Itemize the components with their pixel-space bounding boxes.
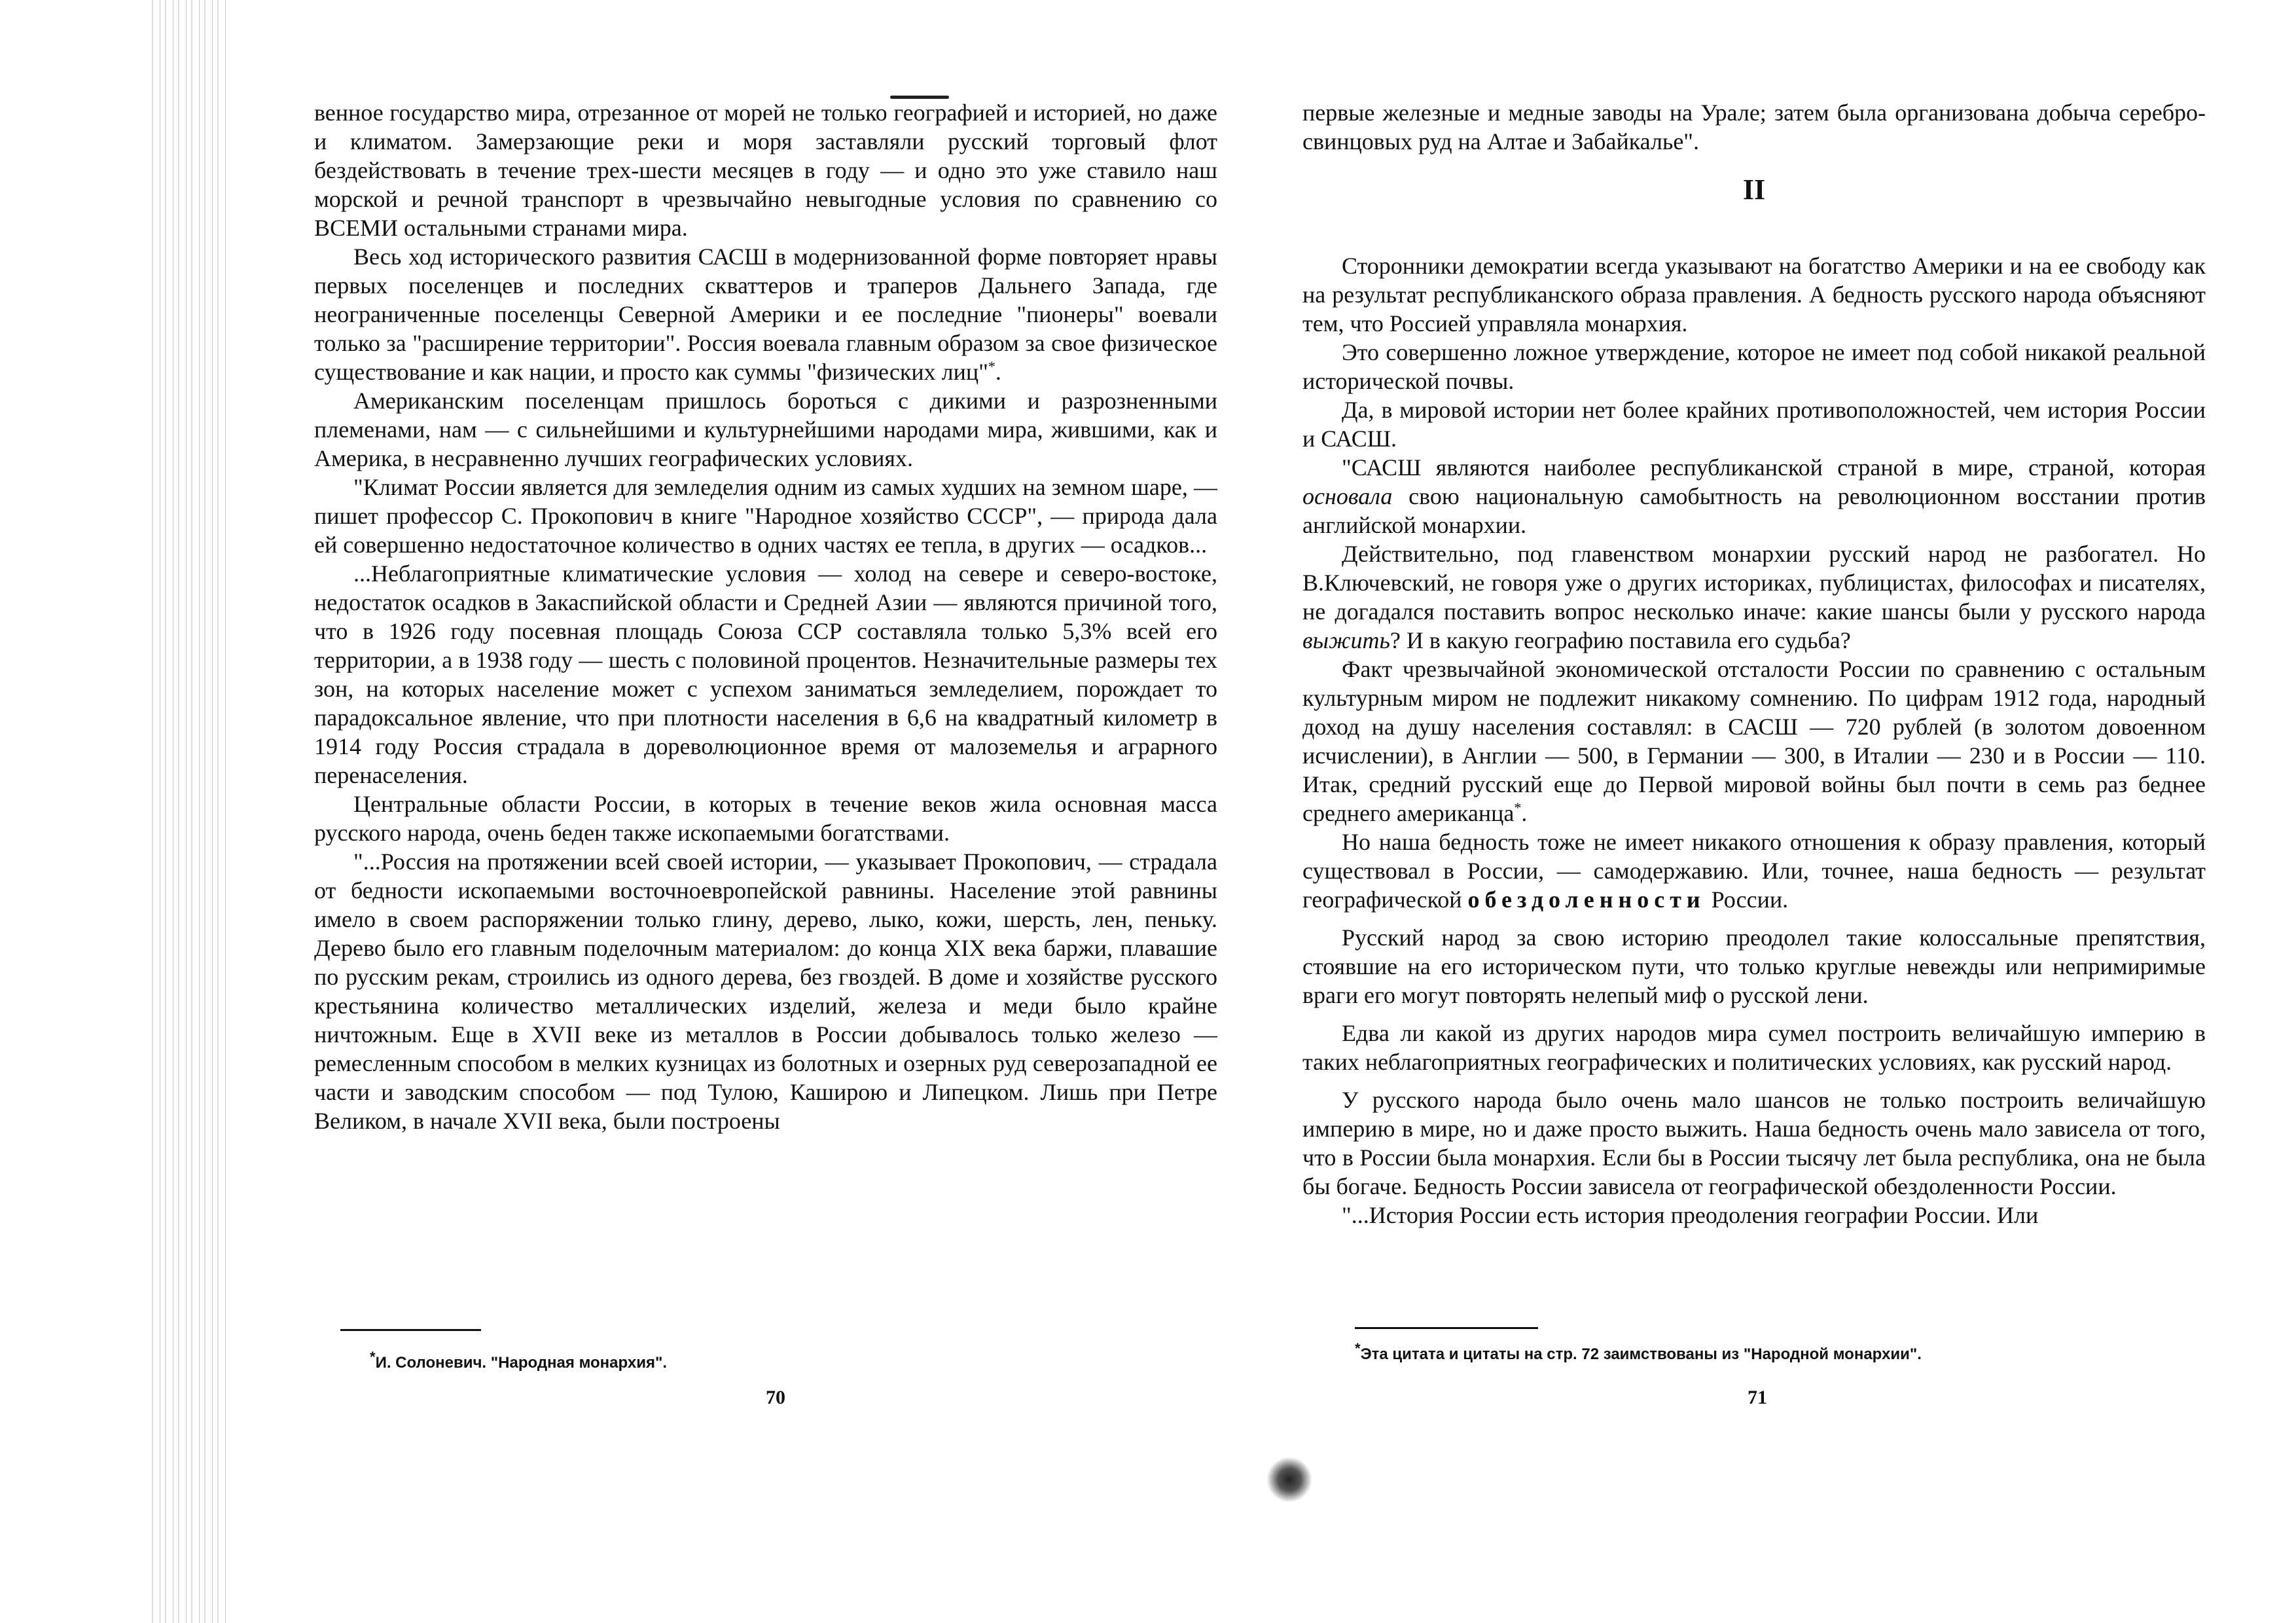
left-page-number: 70 [766, 1387, 785, 1408]
right-paragraph-2: Это совершенно ложное утверждение, которое не имеет под собой никакой реальной исторической почвы. [1302, 339, 2206, 394]
right-paragraph-7: Но наша бедность тоже не имеет никакого отношения к образу правления, который существовал в России, — самодержавию. Или, точнее, наша бедность — результат географической обездоленности России. [1302, 829, 2206, 913]
right-paragraph-3: Да, в мировой истории нет более крайних противоположностей, чем история России и САСШ. [1302, 397, 2206, 452]
spaced-word: обездоленности [1467, 886, 1706, 913]
scan-smudge [1266, 1457, 1312, 1503]
right-paragraph-6: Факт чрезвычайной экономической отсталости России по сравнению с остальным культурным миром не подлежит никакому сомнению. По цифрам 1912 года, народный доход на душу населения составлял: в САСШ — 720 рублей (в золотом довоенном исчислении), в Англии — 500, в Германии — 300, в Италии — 230 и в России — 110. Итак, средний русский еще до Первой мировой войны был почти в семь раз беднее среднего американца*. [1302, 656, 2206, 826]
emphasis-word: выжить [1302, 627, 1390, 653]
left-paragraph-6: Центральные области России, в которых в течение веков жила основная масса русского народа, очень беден также ископаемыми богатствами. [314, 791, 1217, 846]
left-page [314, 98, 1217, 1135]
left-paragraph-4: "Климат России является для земледелия одним из самых худших на земном шаре, — пишет профессор С. Прокопович в книге "Народное хозяйство СССР", — природа дала ей совершенно недостаточное количество в одних частях ее тепла, в других — осадков... [314, 474, 1217, 558]
left-paragraph-5: ...Неблагоприятные климатические условия — холод на севере и северо-востоке, недостаток осадков в Закаспийской области и Средней Азии — являются причиной того, что в 1926 году посевная площадь Союза ССР составляла только 5,3% всей его территории, а в 1938 году — шесть с половиной процентов. Незначительные размеры тех зон, на которых население может с успехом заниматься земледелием, порождает то парадоксальное явление, что при плотности населения в 6,6 на квадратный километр в 1914 году Россия страдала в дореволюционное время от малоземелья и аграрного перенаселения. [314, 560, 1217, 788]
right-paragraph-5: Действительно, под главенством монархии русский народ не разбогател. Но В.Ключевский, не говоря уже о других историках, публицистах, философах и писателях, не догадался поставить вопрос несколько иначе: какие шансы были у русского народа выжить? И в какую географию поставила его судьба? [1302, 541, 2206, 653]
right-page [1302, 98, 2206, 1230]
right-page-body [1302, 98, 2206, 1230]
right-paragraph-9: Едва ли какой из других народов мира сумел построить величайшую империю в таких неблагоприятных географических и политических условиях, как русский народ. [1302, 1020, 2206, 1075]
left-footnote [370, 1349, 668, 1372]
left-paragraph-1: венное государство мира, отрезанное от морей не только географией и историей, но даже и климатом. Замерзающие реки и моря заставляли русский торговый флот бездействовать в течение трех-шести месяцев в году — и одно это уже ставило наш морской и речной транспорт в чрезвычайно невыгодные условия по сравнению со ВСЕМИ остальными странами мира. [314, 100, 1217, 241]
right-paragraph-11: "...История России есть история преодоления географии России. Или [1342, 1202, 2039, 1228]
right-paragraph-10: У русского народа было очень мало шансов не только построить величайшую империю в мире, но и даже просто выжить. Наша бедность очень мало зависела от того, что в России была монархия. Если бы в России тысячу лет была республика, она не была бы богаче. Бедность России зависела от географической обездоленности России. [1302, 1087, 2206, 1199]
footnote-marker: * [1355, 1340, 1361, 1357]
right-footnote-text: Эта цитата и цитаты на стр. 72 заимствованы из "Народной монархии". [1360, 1345, 1922, 1363]
left-paragraph-2: Весь ход исторического развития САСШ в модернизованной форме повторяет нравы первых поселенцев и последних скваттеров и траперов Дальнего Запада, где неограниченные поселенцы Северной Америки и ее последние "пионеры" воевали только за "расширение территории". Россия воевала главным образом за свое физическое существование и как нации, и просто как суммы "физических лиц"*. [314, 244, 1217, 385]
right-paragraph-4: "САСШ являются наиболее республиканской страной в мире, страной, которая основала свою национальную самобытность на революционном восстании против английской монархии. [1302, 454, 2206, 538]
left-footnote-rule [340, 1329, 481, 1331]
section-heading: II [1742, 173, 1766, 206]
footnote-marker: * [1514, 799, 1522, 816]
right-intro-paragraph: первые железные и медные заводы на Урале; затем была организована добыча серебро-свинцовых руд на Алтае и Забайкалье". [1302, 100, 2206, 155]
right-footnote [1355, 1340, 1922, 1364]
footnote-marker: * [370, 1349, 376, 1365]
left-footnote-text: И. Солоневич. "Народная монархия". [375, 1354, 668, 1372]
right-paragraph-8: Русский народ за свою историю преодолел такие колоссальные препятствия, стоявшие на его историческом пути, что только круглые невежды или непримиримые враги его могут повторять нелепый миф о русской лени. [1302, 924, 2206, 1008]
right-page-number: 71 [1748, 1387, 1767, 1408]
scan-binding-edge [147, 0, 226, 1623]
left-paragraph-7: "...Россия на протяжении всей своей истории, — указывает Прокопович, — страдала от бедности ископаемыми восточноевропейской равнины. Население этой равнины имело в своем распоряжении только глину, дерево, лыко, кожи, шерсть, лен, пеньку. Дерево было его главным поделочным материалом: до конца XIX века баржи, плавашие по русским рекам, строились из одного дерева, без гвоздей. В доме и хозяйстве русского крестьянина количество металлических изделий, железа и меди было крайне ничтожным. Еще в XVII веке из металлов в России добывалось только железо — ремесленным способом в мелких кузницах из болотных и озерных руд северозападной ее части и заводским способом — под Тулою, Каширою и Липецком. Лишь при Петре Великом, в начале XVII века, были построены [314, 848, 1217, 1134]
right-footnote-rule [1355, 1327, 1538, 1329]
left-paragraph-3: Американским поселенцам пришлось бороться с дикими и разрозненными племенами, нам — с сильнейшими и культурнейшими народами мира, жившими, как и Америка, в несравненно лучших географических условиях. [314, 388, 1217, 471]
right-paragraph-1: Сторонники демократии всегда указывают на богатство Америки и на ее свободу как на результат республиканского образа правления. А бедность русского народа объясняют тем, что Россией управляла монархия. [1302, 253, 2206, 337]
emphasis-word: основала [1302, 483, 1393, 509]
footnote-marker: * [988, 358, 996, 374]
left-page-body [314, 98, 1217, 1135]
